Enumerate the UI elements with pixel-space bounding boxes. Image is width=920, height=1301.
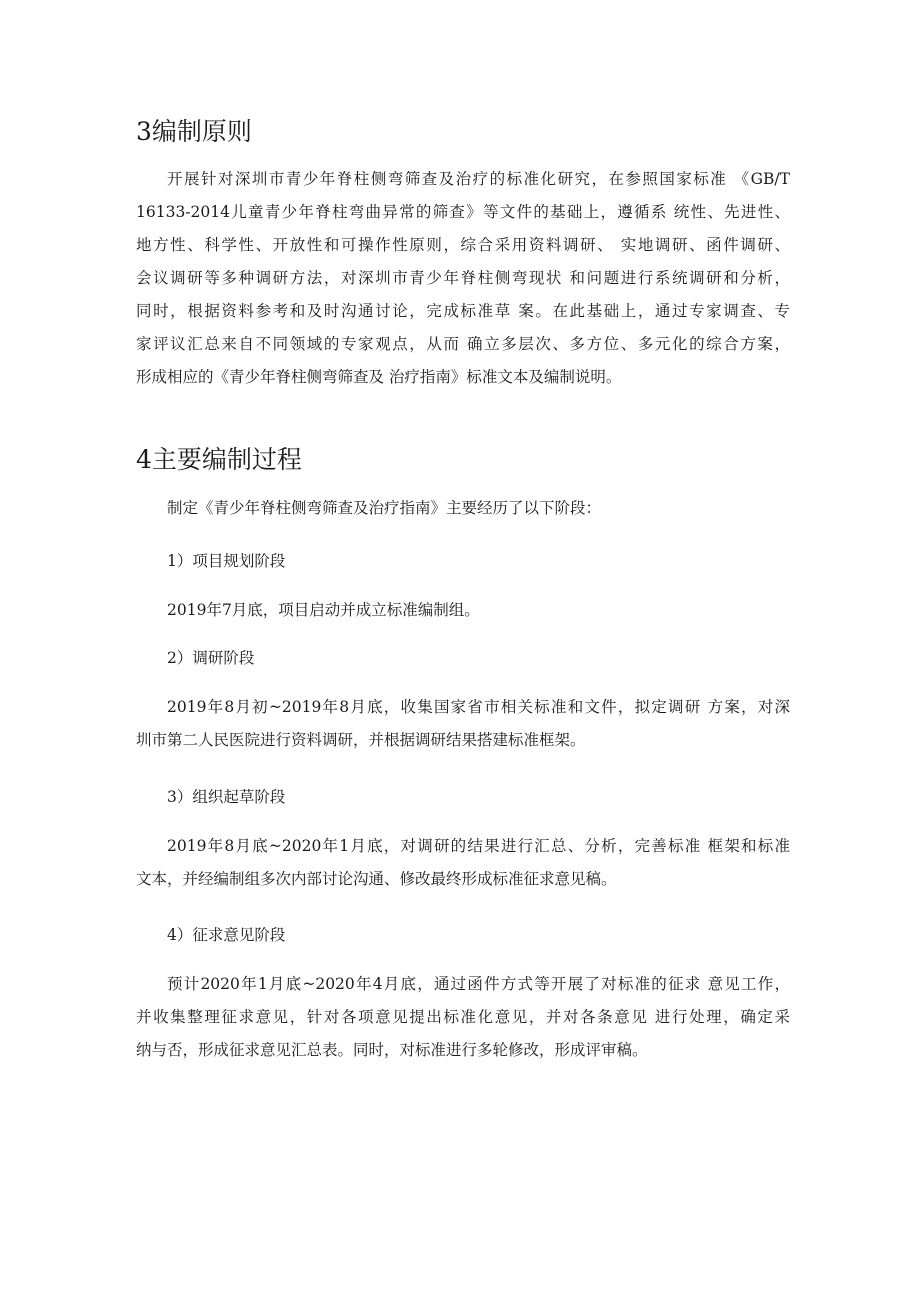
paragraph-line: 同时，根据资料参考和及时沟通讨论，完成标准草 案。在此基础上，通过专家调查、专: [136, 302, 790, 320]
section-3-paragraph: [136, 163, 790, 394]
stage-4-label: 4）征求意见阶段: [167, 926, 286, 944]
section-4-intro: 制定《青少年脊柱侧弯筛查及治疗指南》主要经历了以下阶段：: [167, 499, 602, 517]
paragraph-line: 2019年8月底~2020年1月底，对调研的结果进行汇总、分析，完善标准 框架和标准: [167, 837, 790, 855]
paragraph-line: 家评议汇总来自不同领域的专家观点，从而 确立多层次、多方位、多元化的综合方案，: [136, 335, 790, 353]
paragraph-line: 圳市第二人民医院进行资料调研，并根据调研结果搭建标准框架。: [136, 731, 586, 749]
paragraph-line: 文本，并经编制组多次内部讨论沟通、修改最终形成标准征求意见稿。: [136, 870, 617, 888]
stage-3-label: 3）组织起草阶段: [167, 788, 286, 806]
stage-2-label: 2）调研阶段: [167, 649, 255, 667]
section-4-heading: 4主要编制过程: [136, 445, 302, 474]
paragraph-line: 16133-2014儿童青少年脊柱弯曲异常的筛查》等文件的基础上，遵循系 统性、先进性、: [136, 203, 790, 221]
stage-2-paragraph: [136, 691, 790, 757]
paragraph-line: 地方性、科学性、开放性和可操作性原则，综合采用资料调研、 实地调研、函件调研、: [136, 236, 790, 254]
paragraph-line: 形成相应的《青少年脊柱侧弯筛查及 治疗指南》标准文本及编制说明。: [136, 368, 622, 386]
stage-3-paragraph: [136, 830, 790, 896]
paragraph-line: 纳与否，形成征求意见汇总表。同时，对标准进行多轮修改，形成评审稿。: [136, 1041, 648, 1059]
stage-1-text: 2019年7月底，项目启动并成立标准编制组。: [167, 601, 480, 619]
paragraph-line: 会议调研等多种调研方法，对深圳市青少年脊柱侧弯现状 和问题进行系统调研和分析，: [136, 269, 790, 287]
section-3-heading: 3编制原则: [136, 117, 252, 146]
stage-4-paragraph: [136, 968, 790, 1067]
paragraph-line: 开展针对深圳市青少年脊柱侧弯筛查及治疗的标准化研究，在参照国家标准 《GB/T: [167, 170, 790, 188]
paragraph-line: 并收集整理征求意见，针对各项意见提出标准化意见，并对各条意见 进行处理，确定采: [136, 1008, 790, 1026]
paragraph-line: 预计2020年1月底~2020年4月底，通过函件方式等开展了对标准的征求 意见工作，: [167, 975, 790, 993]
stage-1-label: 1）项目规划阶段: [167, 552, 286, 570]
paragraph-line: 2019年8月初~2019年8月底，收集国家省市相关标准和文件，拟定调研 方案，对深: [167, 698, 790, 716]
